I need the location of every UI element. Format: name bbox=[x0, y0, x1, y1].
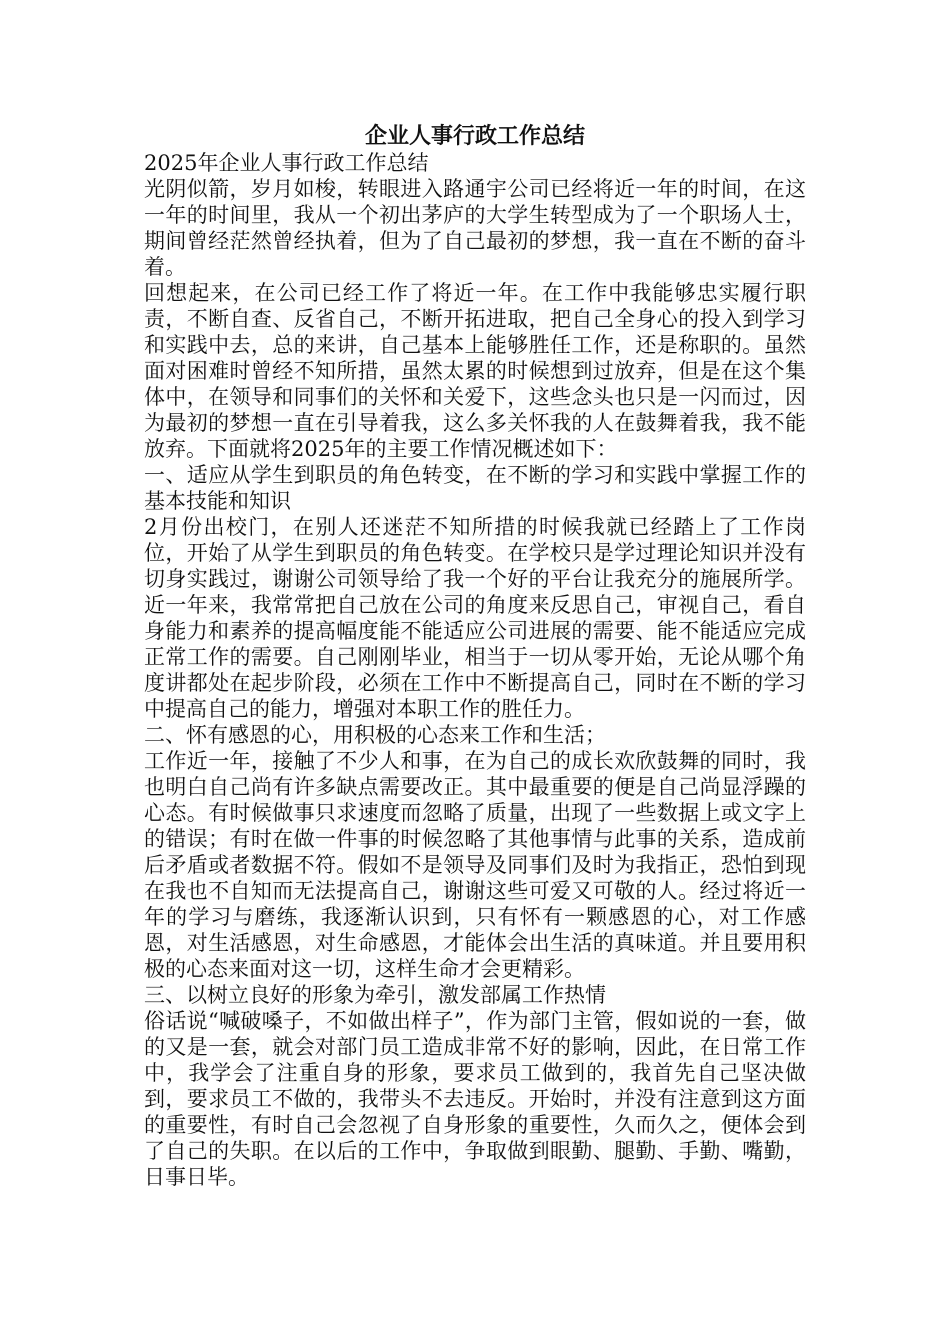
section-heading-1: 一、适应从学生到职员的角色转变，在不断的学习和实践中掌握工作的基本技能和知识 bbox=[144, 463, 806, 513]
paragraph-section-3: 俗话说“喊破嗓子，不如做出样子”，作为部门主管，假如说的一套，做的又是一套，就会对部门员工造成非常不好的影响，因此，在日常工作中，我学会了注重自身的形象，要求员工做到的，我首先自己坚决做到，要求员工不做的，我带头不去违反。开始时，并没有注意到这方面的重要性，有时自己会忽视了自身形象的重要性，久而久之，便体会到了自己的失职。在以后的工作中，争取做到眼勤、腿勤、手勤、嘴勤，日事日毕。 bbox=[144, 1009, 806, 1189]
section-heading-3: 三、以树立良好的形象为牵引，激发部属工作热情 bbox=[144, 983, 606, 1007]
section-heading-2: 二、怀有感恩的心，用积极的心态来工作和生活； bbox=[144, 723, 606, 747]
document-subtitle: 2025年企业人事行政工作总结 bbox=[144, 151, 429, 175]
document-title: 企业人事行政工作总结 bbox=[364, 123, 585, 149]
paragraph-intro: 光阴似箭，岁月如梭，转眼进入路通宇公司已经将近一年的时间，在这一年的时间里，我从一个初出茅庐的大学生转型成为了一个职场人士，期间曾经茫然曾经执着，但为了自己最初的梦想，我一直在不断的奋斗着。 bbox=[144, 177, 806, 279]
paragraph-review: 回想起来，在公司已经工作了将近一年。在工作中我能够忠实履行职责，不断自查、反省自己，不断开拓进取，把自己全身心的投入到学习和实践中去，总的来讲，自己基本上能够胜任工作，还是称职的。虽然面对困难时曾经不知所措，虽然太累的时候想到过放弃，但是在这个集体中，在领导和同事们的关怀和关爱下，这些念头也只是一闪而过，因为最初的梦想一直在引导着我，这么多关怀我的人在鼓舞着我，我不能放弃。下面就将2025年的主要工作情况概述如下： bbox=[144, 281, 806, 461]
paragraph-section-1: 2月份出校门，在别人还迷茫不知所措的时候我就已经踏上了工作岗位，开始了从学生到职员的角色转变。在学校只是学过理论知识并没有切身实践过，谢谢公司领导给了我一个好的平台让我充分的施展所学。近一年来，我常常把自己放在公司的角度来反思自己，审视自己，看自身能力和素养的提高幅度能不能适应公司进展的需要、能不能适应完成正常工作的需要。自己刚刚毕业，相当于一切从零开始，无论从哪个角度讲都处在起步阶段，必须在工作中不断提高自己，同时在不断的学习中提高自己的能力，增强对本职工作的胜任力。 bbox=[144, 515, 806, 721]
paragraph-section-2: 工作近一年，接触了不少人和事，在为自己的成长欢欣鼓舞的同时，我也明白自己尚有许多缺点需要改正。其中最重要的便是自己尚显浮躁的心态。有时候做事只求速度而忽略了质量，出现了一些数据上或文字上的错误；有时在做一件事的时候忽略了其他事情与此事的关系，造成前后矛盾或者数据不符。假如不是领导及同事们及时为我指正，恐怕到现在我也不自知而无法提高自己，谢谢这些可爱又可敬的人。经过将近一年的学习与磨练，我逐渐认识到，只有怀有一颗感恩的心，对工作感恩，对生活感恩，对生命感恩，才能体会出生活的真味道。并且要用积极的心态来面对这一切，这样生命才会更精彩。 bbox=[144, 749, 806, 981]
document-body bbox=[144, 150, 806, 1190]
